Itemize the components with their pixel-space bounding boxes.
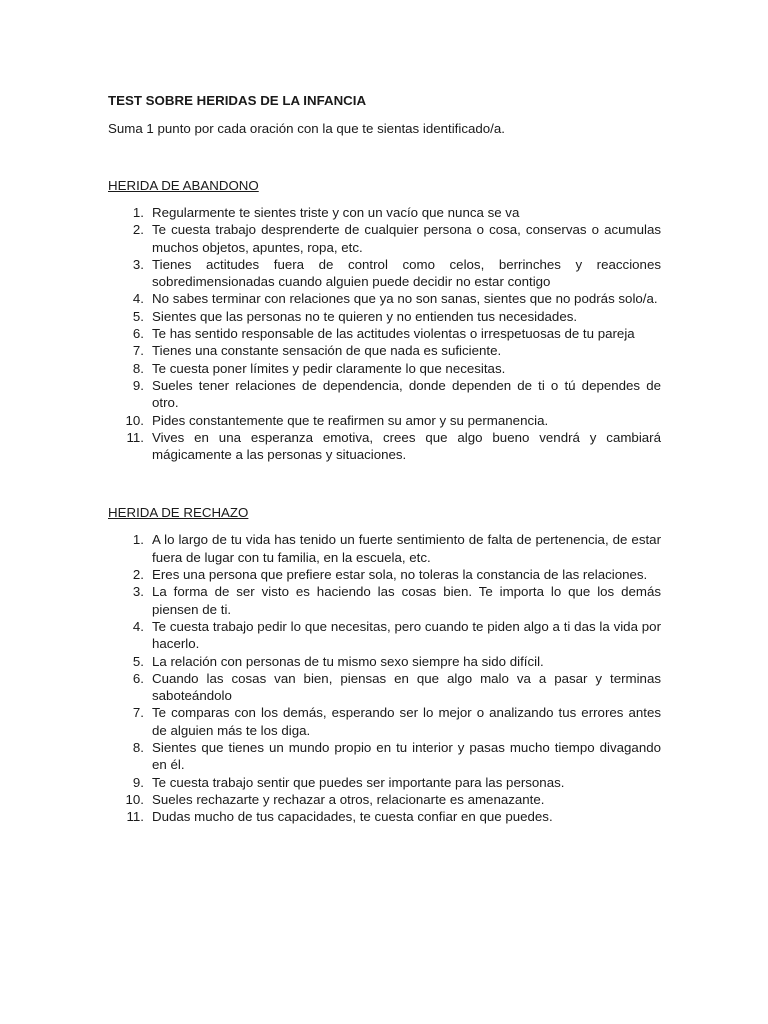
list-item: [108, 221, 661, 256]
list-item: [108, 429, 661, 464]
list-item-text: Te cuesta trabajo pedir lo que necesitas, pero cuando te piden algo a ti das la vida por hacerlo.: [152, 618, 661, 652]
list-item: [108, 290, 661, 307]
list-item-text: Te cuesta trabajo desprenderte de cualquier persona o cosa, conservas o acumulas muchos objetos, apuntes, ropa, etc.: [152, 222, 661, 255]
list-item-number: 6.: [132, 670, 144, 686]
list-item-number: 9.: [132, 377, 144, 393]
list-item-text: Tienes una constante sensación de que nada es suficiente.: [152, 343, 502, 359]
list-item: [108, 808, 661, 825]
list-item-text: La relación con personas de tu mismo sexo siempre ha sido difícil.: [152, 653, 544, 669]
list-item-number: 9.: [132, 774, 144, 790]
section-heading-rechazo: HERIDA DE RECHAZO: [108, 505, 249, 521]
list-abandono: [108, 204, 661, 463]
list-item-text: Sueles tener relaciones de dependencia, donde dependen de ti o tú dependes de otro.: [152, 377, 661, 411]
list-item: [108, 256, 661, 291]
list-item-number: 2.: [132, 222, 144, 238]
list-item: [108, 566, 661, 583]
list-item-text: Sientes que tienes un mundo propio en tu interior y pasas mucho tiempo divagando en él.: [152, 740, 661, 773]
list-item-text: Vives en una esperanza emotiva, crees que algo bueno vendrá y cambiará mágicamente a las personas y situaciones.: [152, 429, 661, 463]
list-item-text: Dudas mucho de tus capacidades, te cuesta confiar en que puedes.: [152, 809, 553, 825]
list-item-text: Sientes que las personas no te quieren y no entienden tus necesidades.: [152, 308, 578, 324]
list-item-number: 11.: [126, 809, 144, 825]
list-item-number: 4.: [132, 618, 144, 634]
list-item-number: 5.: [132, 308, 144, 324]
list-item-number: 4.: [132, 291, 144, 307]
list-item: [108, 791, 661, 808]
list-item-text: Te has sentido responsable de las actitudes violentas o irrespetuosas de tu pareja: [152, 326, 635, 342]
list-item: [108, 774, 661, 791]
list-item: [108, 531, 661, 566]
list-item-text: Eres una persona que prefiere estar sola, no toleras la constancia de las relaciones.: [152, 567, 648, 583]
list-item: [108, 704, 661, 739]
list-item: [108, 342, 661, 359]
list-item: [108, 739, 661, 774]
list-item-number: 5.: [132, 653, 144, 669]
list-item-text: Sueles rechazarte y rechazar a otros, relacionarte es amenazante.: [152, 791, 545, 807]
list-item-number: 10.: [125, 412, 144, 428]
list-item-text: Te comparas con los demás, esperando ser lo mejor o analizando tus errores antes de alguien más te los diga.: [152, 705, 661, 738]
list-item: [108, 583, 661, 618]
list-item-number: 11.: [126, 429, 144, 445]
list-item: [108, 618, 661, 653]
list-item-text: Regularmente te sientes triste y con un vacío que nunca se va: [152, 205, 520, 220]
list-item-number: 7.: [132, 705, 144, 721]
list-item-number: 7.: [132, 343, 144, 359]
list-item-text: La forma de ser visto es haciendo las cosas bien. Te importa lo que los demás piensen de ti.: [152, 584, 661, 617]
list-item-text: Tienes actitudes fuera de control como celos, berrinches y reacciones sobredimensionadas cuando alguien puede decidir no estar contigo: [152, 256, 661, 290]
list-item: [108, 653, 661, 670]
list-item-text: Pides constantemente que te reafirmen su amor y su permanencia.: [152, 412, 549, 428]
list-item-number: 3.: [132, 256, 144, 272]
list-item-text: Te cuesta trabajo sentir que puedes ser importante para las personas.: [152, 774, 565, 790]
list-item: [108, 670, 661, 705]
list-item: [108, 325, 661, 342]
document-title: TEST SOBRE HERIDAS DE LA INFANCIA: [108, 93, 367, 108]
list-item-number: 10.: [125, 791, 144, 807]
list-item-text: No sabes terminar con relaciones que ya no son sanas, sientes que no podrás solo/a.: [152, 291, 658, 307]
list-item: [108, 412, 661, 429]
list-item-text: A lo largo de tu vida has tenido un fuerte sentimiento de falta de pertenencia, de estar fuera de lugar con tu familia, en la escuela, etc.: [152, 532, 661, 565]
list-item-number: 1.: [132, 205, 144, 220]
list-rechazo: [108, 531, 661, 825]
list-item: [108, 377, 661, 412]
list-item-number: 2.: [132, 567, 144, 583]
document-page: [108, 92, 661, 826]
list-item-text: Cuando las cosas van bien, piensas en que algo malo va a pasar y terminas saboteándolo: [152, 670, 661, 704]
list-item-number: 3.: [132, 584, 144, 600]
section-heading-abandono: HERIDA DE ABANDONO: [108, 178, 259, 193]
list-item: [108, 204, 661, 221]
list-item-number: 1.: [132, 532, 144, 548]
list-item-number: 8.: [132, 740, 144, 756]
document-intro: Suma 1 punto por cada oración con la que te sientas identificado/a.: [108, 121, 505, 136]
list-item-number: 8.: [132, 360, 144, 376]
list-item: [108, 308, 661, 325]
list-item-number: 6.: [132, 326, 144, 342]
list-item: [108, 360, 661, 377]
list-item-text: Te cuesta poner límites y pedir claramente lo que necesitas.: [152, 360, 506, 376]
